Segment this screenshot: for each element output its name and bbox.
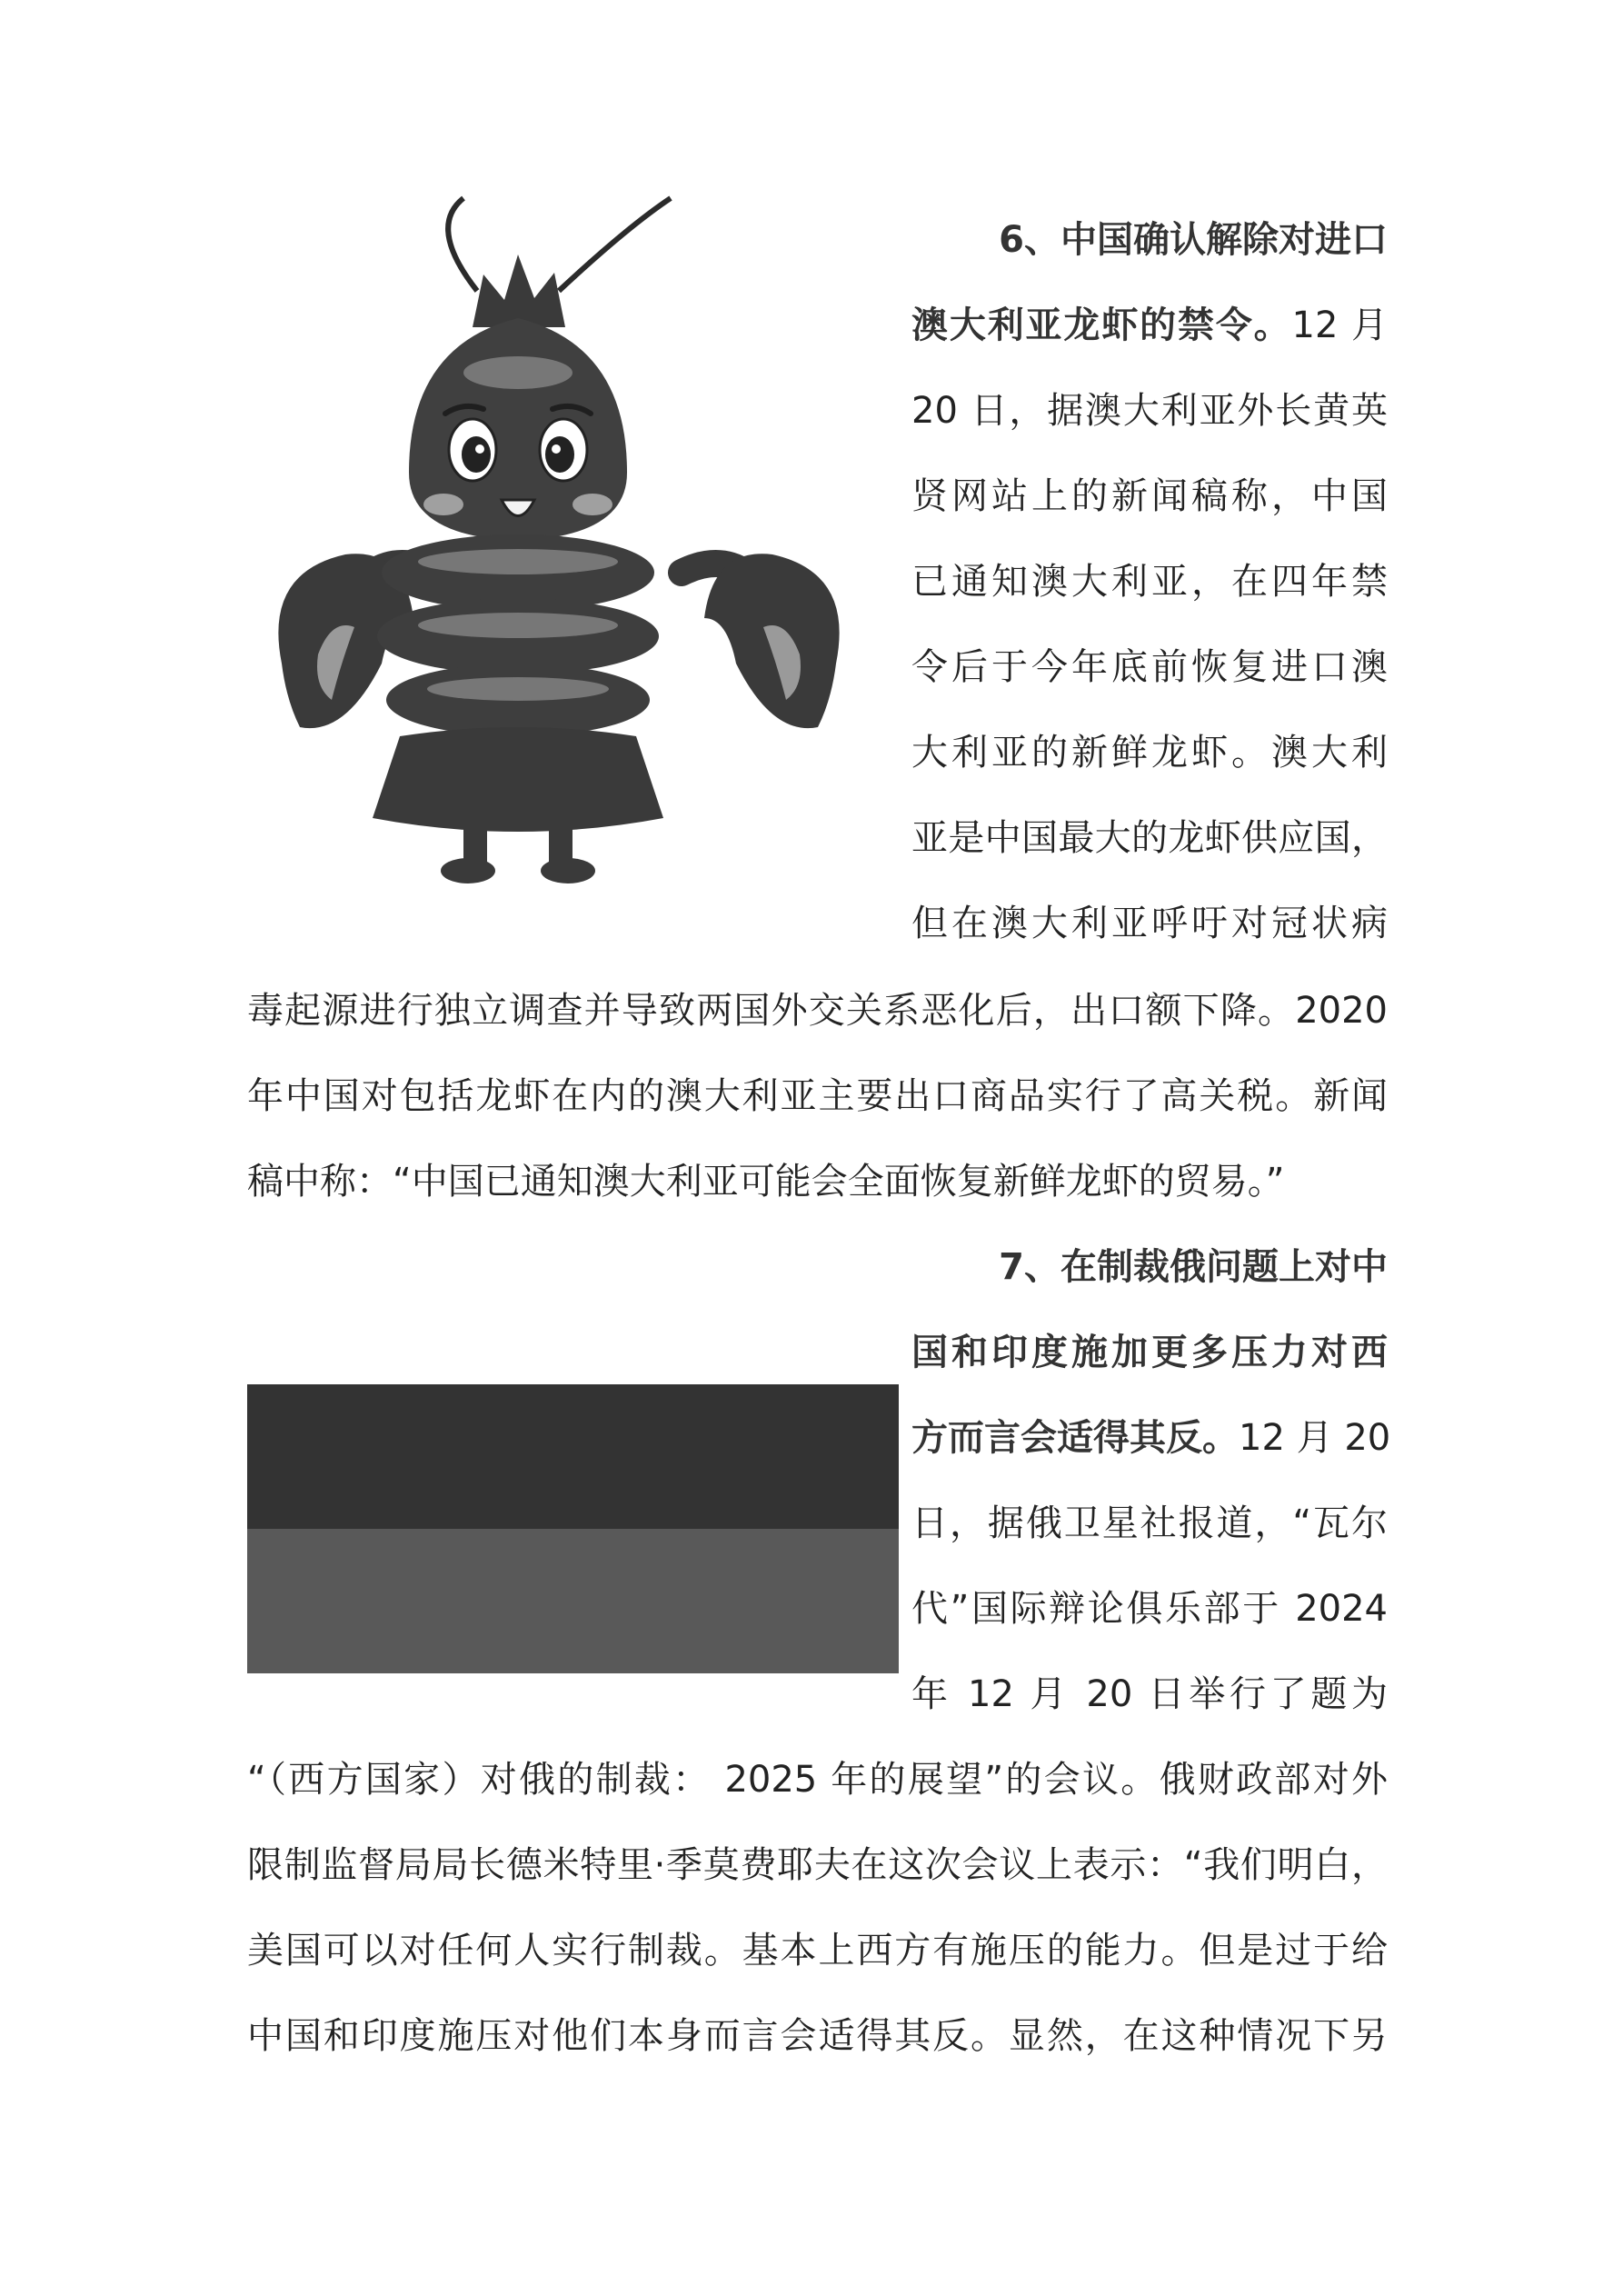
section7-heading-bold: 方而言会适得其反。 (911, 1417, 1239, 1459)
section6-wrap-line: 20 日，据澳大利亚外长黄英 (911, 390, 1388, 432)
lobster-cartoon-image (245, 191, 872, 891)
section7-heading-rest: 12 月 20 (1239, 1417, 1391, 1459)
section6-full-line: 毒起源进行独立调查并导致两国外交关系恶化后，出口额下降。2020 (247, 990, 1388, 1032)
section6-heading-rest: 12 月 (1291, 304, 1388, 346)
section6-wrap-line: 大利亚的新鲜龙虾。澳大利 (911, 732, 1388, 774)
section7-full-line: 限制监督局局长德米特里·季莫费耶夫在这次会议上表示：“我们明白， (247, 1844, 1388, 1886)
section6-wrap-line: 令后于今年底前恢复进口澳 (911, 646, 1388, 688)
section6-heading-bold: 澳大利亚龙虾的禁令。 (911, 304, 1292, 346)
section7-full-line: 美国可以对任何人实行制裁。基本上西方有施压的能力。但是过于给 (247, 1930, 1388, 1972)
section7-full-line: “（西方国家）对俄的制裁： 2025 年的展望”的会议。俄财政部对外 (247, 1759, 1388, 1801)
section6-wrap-line: 但在澳大利亚呼吁对冠状病 (911, 903, 1388, 944)
section7-heading-line1: 7、在制裁俄问题上对中 (999, 1246, 1388, 1288)
section7-full-line: 中国和印度施压对他们本身而言会适得其反。显然，在这种情况下另 (247, 2015, 1388, 2057)
section7-heading-line2: 国和印度施加更多压力对西 (911, 1332, 1388, 1373)
section6-wrap-line: 已通知澳大利亚，在四年禁 (911, 561, 1388, 603)
flag-image (247, 1384, 899, 1673)
section6-full-line: 年中国对包括龙虾在内的澳大利亚主要出口商品实行了高关税。新闻 (247, 1075, 1388, 1117)
section6-wrap-line: 亚是中国最大的龙虾供应国， (911, 817, 1388, 859)
section6-heading-line1: 6、中国确认解除对进口 (999, 219, 1388, 261)
section7-wrap-line: 代”国际辩论俱乐部于 2024 (911, 1588, 1388, 1630)
section6-wrap-line: 贤网站上的新闻稿称，中国 (911, 475, 1388, 517)
flag-top-stripe (247, 1384, 899, 1529)
section6-heading-line2 (911, 300, 1388, 351)
section7-wrap-line: 日，据俄卫星社报道，“瓦尔 (911, 1502, 1388, 1544)
flag-bottom-stripe (247, 1529, 899, 1673)
section6-full-line: 稿中称：“中国已通知澳大利亚可能会全面恢复新鲜龙虾的贸易。” (247, 1161, 1285, 1203)
section7-wrap-line: 年 12 月 20 日举行了题为 (911, 1673, 1388, 1715)
section7-heading-line3 (911, 1413, 1391, 1463)
